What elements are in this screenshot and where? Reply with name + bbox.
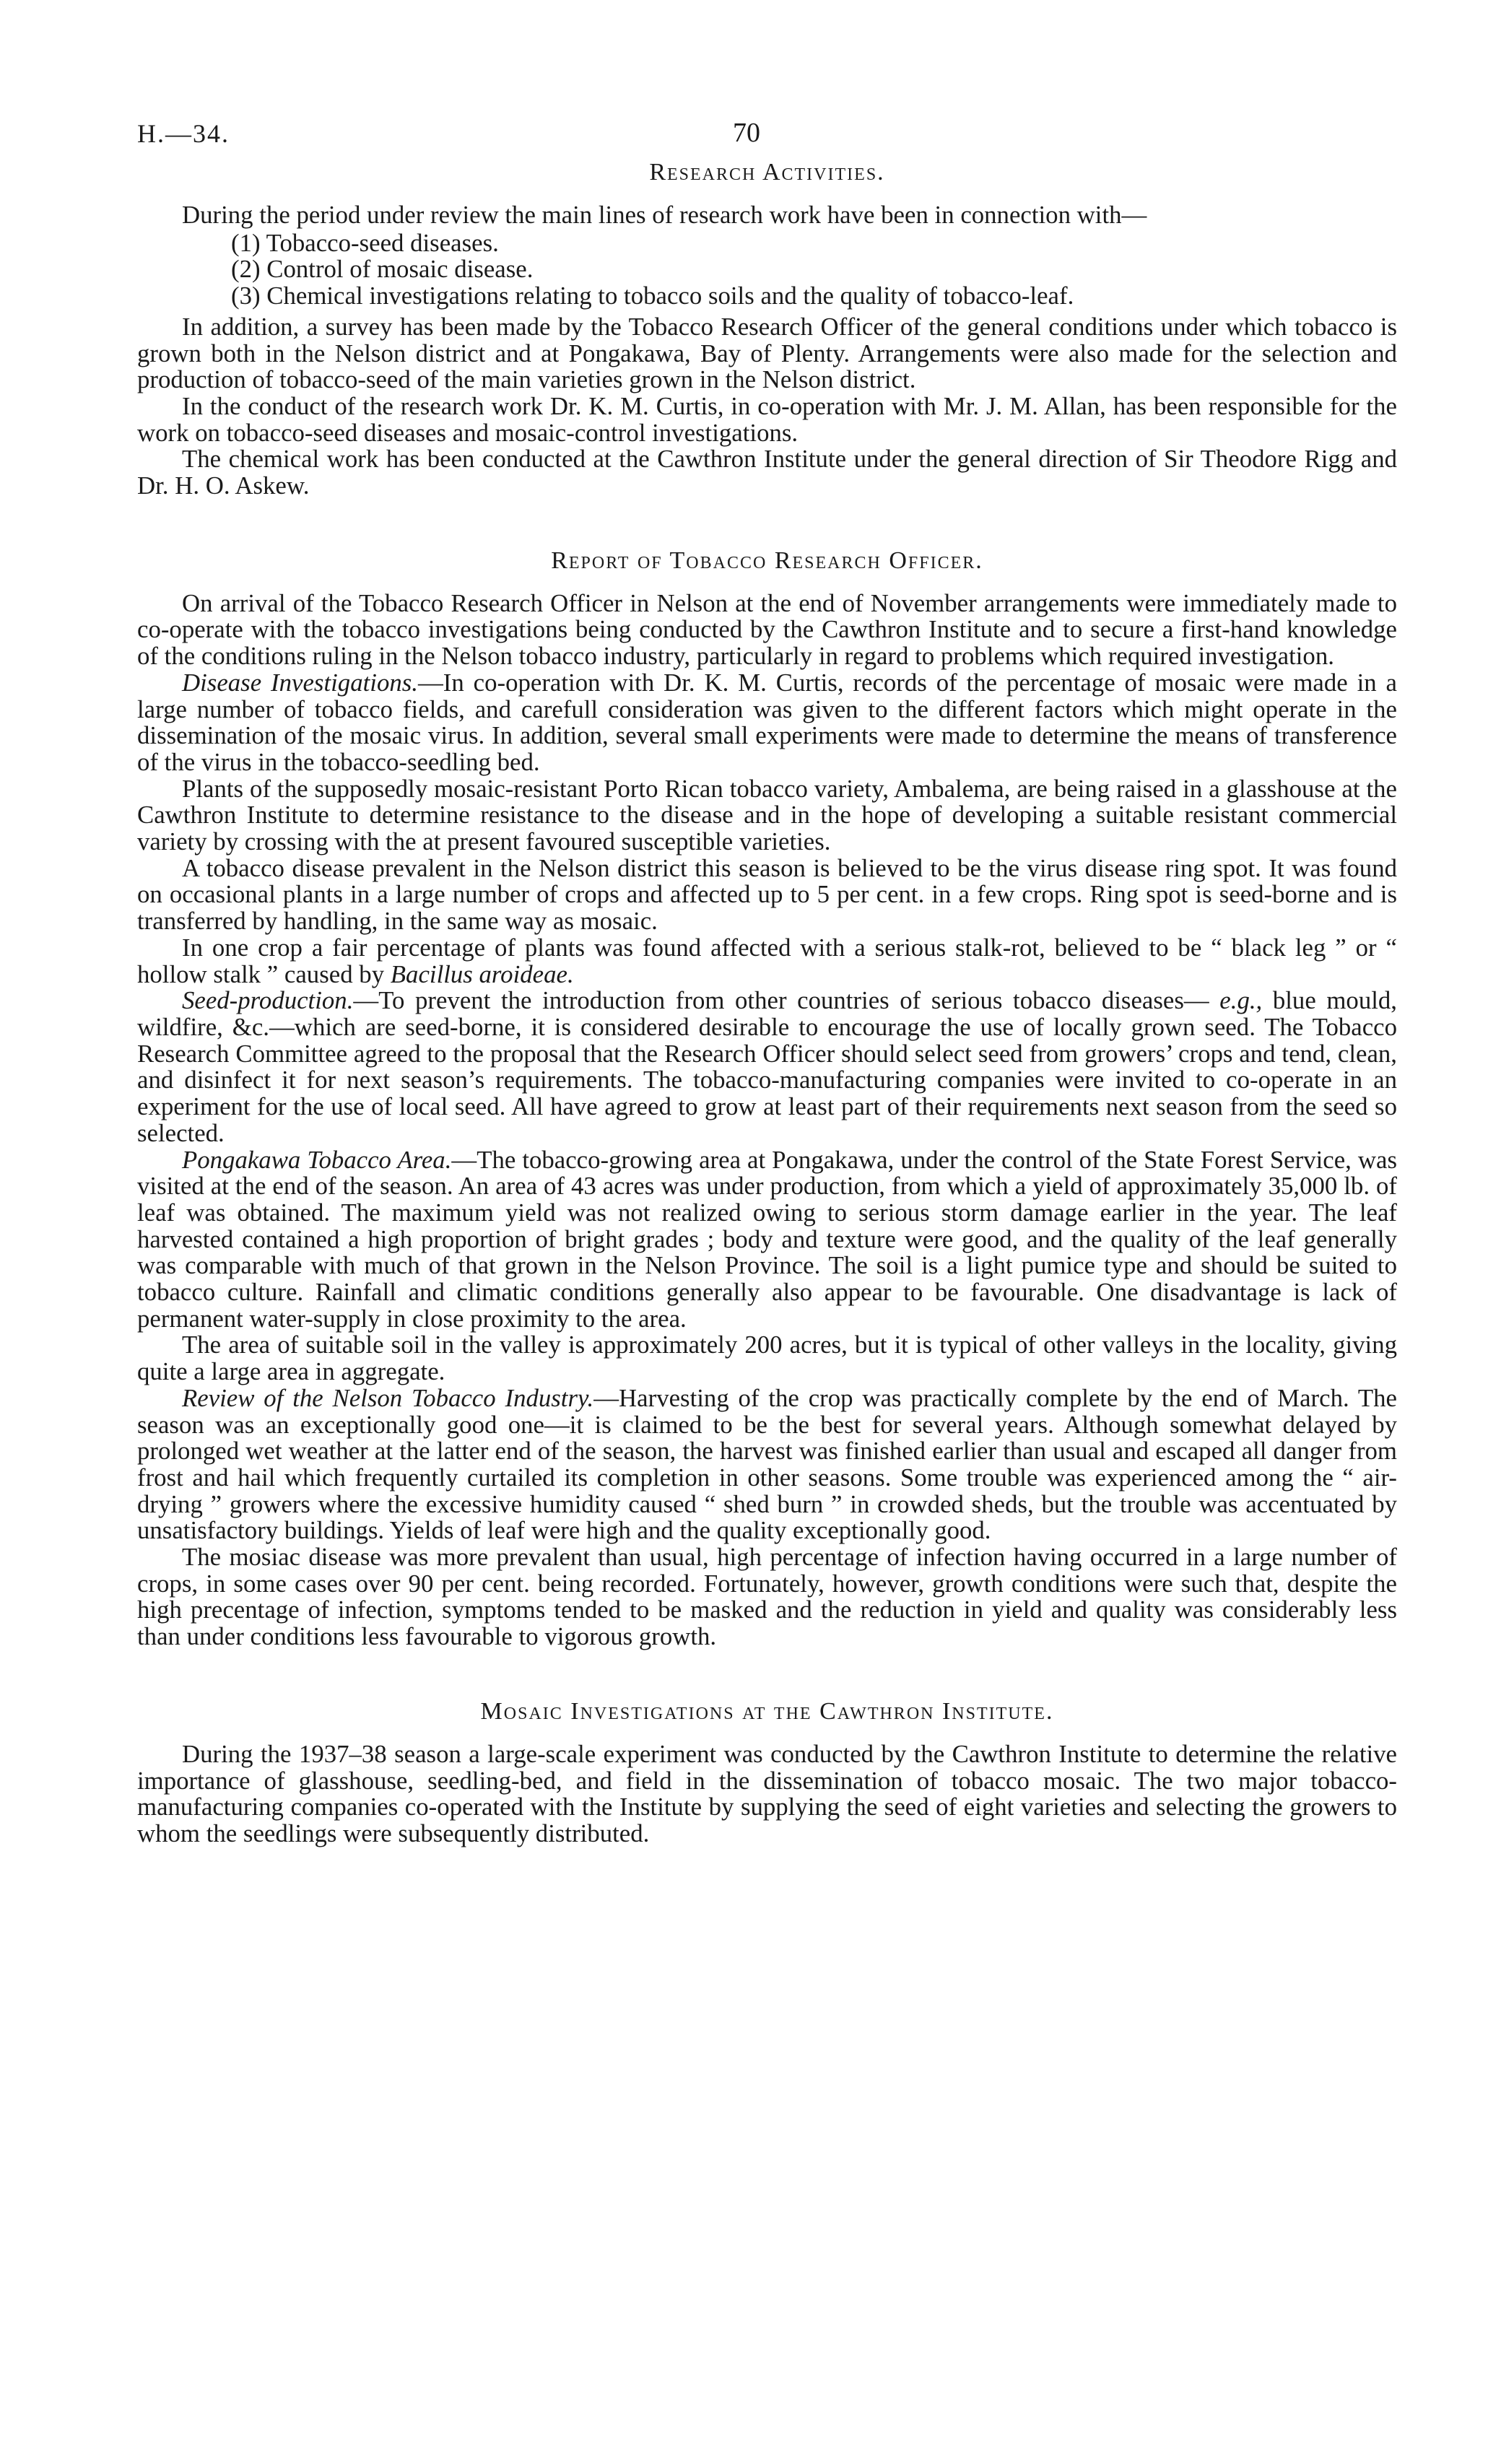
black-leg-paragraph — [137, 935, 1397, 988]
seed-production-heading: Seed-production. — [182, 986, 354, 1015]
list-item: (3) Chemical investigations relating to tobacco soils and the quality of tobacco-leaf. — [231, 282, 1074, 310]
research-activities-heading: Research Activities. — [649, 159, 885, 186]
document-reference: H.—34. — [137, 119, 230, 148]
tobacco-officer-report-section — [137, 547, 1397, 1650]
ring-spot-paragraph: A tobacco disease prevalent in the Nelson district this season is believed to be the virus disease ring spot. It was found on occasional plants in a large number of crops and affected up to 5 per cent. in a few crops. Ring spot is seed-borne and is transferred by handling, in the same way as mosaic. — [137, 853, 1397, 936]
disease-investigations-text: —In co-operation with Dr. K. M. Curtis, records of the percentage of mosaic were made in a large number of tobacco fields, and carefull consideration was given to the different factors which might operate in the dissemination of the mosaic virus. In addition, several small experiments were made to determine the means of transference of the virus in the tobacco-seedling bed. — [137, 668, 1397, 776]
porto-rican-paragraph: Plants of the supposedly mosaic-resistant Porto Rican tobacco variety, Ambalema, are being raised in a glasshouse at the Cawthron Institute to determine resistance to the disease and in the hope of developing a suitable resistant commercial variety by crossing with the at present favoured susceptible varieties. — [137, 774, 1397, 856]
eg-abbreviation: e.g., — [1219, 986, 1263, 1015]
experiment-paragraph: During the 1937–38 season a large-scale experiment was conducted by the Cawthron Institute to determine the relative importance of glasshouse, seedling-bed, and field in the dissemination of tobacco mosaic. The two major tobacco-manufacturing companies co-operated with the Institute by supplying the seed of eight varieties and selecting the growers to whom the seedlings were subsequently distributed. — [137, 1739, 1397, 1847]
running-head — [137, 108, 1397, 159]
disease-investigations-heading: Disease Investigations. — [182, 668, 418, 697]
document-page — [137, 108, 1397, 1847]
black-leg-text: In one crop a fair percentage of plants was found affected with a serious stalk-rot, believed to be “ black leg ” or “ hollow stalk ” caused by — [137, 933, 1397, 988]
research-lines-list — [137, 230, 1397, 310]
bacillus-name: Bacillus aroideae. — [390, 959, 574, 988]
mosaic-investigations-section — [137, 1698, 1397, 1847]
mosaic-investigations-heading: Mosaic Investigations at the Cawthron Institute. — [480, 1697, 1054, 1725]
review-heading: Review of the Nelson Tobacco Industry. — [182, 1383, 594, 1412]
research-activities-intro: During the period under review the main lines of research work have been in connection with— — [182, 201, 1147, 229]
research-activities-section — [137, 159, 1397, 500]
arrival-paragraph: On arrival of the Tobacco Research Officer in Nelson at the end of November arrangements were immediately made to co-operate with the tobacco investigations being conducted by the Cawthron Institute and to secure a first-hand knowledge of the conditions ruling in the Nelson tobacco industry, particularly in regard to problems which required investigation. — [137, 588, 1397, 671]
page-number: 70 — [733, 118, 760, 148]
list-item: (2) Control of mosaic disease. — [231, 255, 534, 284]
seed-production-text-after: blue mould, wildfire, &c.—which are seed-borne, it is considered desirable to encourage the use of locally grown seed. The Tobacco Research Committee agreed to the proposal that the Research Officer should select seed from growers’ crops and tend, clean, and disinfect it for next season’s requirements. The tobacco-manufacturing companies were invited to co-operate in an experiment for the use of local seed. All have agreed to grow at least part of their requirements next season from the seed so selected. — [137, 986, 1397, 1147]
soil-area-paragraph: The area of suitable soil in the valley is approximately 200 acres, but it is typical of other valleys in the locality, giving quite a large area in aggregate. — [137, 1331, 1397, 1386]
review-paragraph — [137, 1385, 1397, 1544]
pongakawa-text: —The tobacco-growing area at Pongakawa, under the control of the State Forest Service, was visited at the end of the season. An area of 43 acres was under production, from which a yield of approximately 35,000 lb. of leaf was obtained. The maximum yield was not realized owing to serious storm damage earlier in the year. The leaf harvested contained a high proportion of bright grades ; body and texture were good, and the quality of the leaf generally was comparable with much of that grown in the Nelson Province. The soil is a light pumice type and should be suited to tobacco culture. Rainfall and climatic conditions generally also appear to be favourable. One disadvantage is lack of permanent water-supply in close proximity to the area. — [137, 1145, 1397, 1333]
chemical-work-paragraph: The chemical work has been conducted at the Cawthron Institute under the general direction of Sir Theodore Rigg and Dr. H. O. Askew. — [137, 445, 1397, 500]
mosiac-prevalence-paragraph: The mosiac disease was more prevalent than usual, high percentage of infection having occurred in a large number of crops, in some cases over 90 per cent. being recorded. Fortunately, however, growth conditions were such that, despite the high precentage of infection, symptoms tended to be masked and the reduction in yield and quality was considerably less than under conditions less favourable to vigorous growth. — [137, 1543, 1397, 1651]
seed-production-text-before: —To prevent the introduction from other countries of serious tobacco diseases— — [353, 986, 1209, 1015]
disease-investigations-paragraph — [137, 670, 1397, 776]
pongakawa-paragraph — [137, 1147, 1397, 1333]
list-item: (1) Tobacco-seed diseases. — [231, 228, 499, 257]
curtis-paragraph: In the conduct of the research work Dr. K. M. Curtis, in co-operation with Mr. J. M. Allan, has been responsible for the work on tobacco-seed diseases and mosaic-control investigations. — [137, 391, 1397, 447]
survey-paragraph: In addition, a survey has been made by the Tobacco Research Officer of the general conditions under which tobacco is grown both in the Nelson district and at Pongakawa, Bay of Plenty. Arrangements were also made for the selection and production of tobacco-seed of the main varieties grown in the Nelson district. — [137, 312, 1397, 394]
review-text: —Harvesting of the crop was practically complete by the end of March. The season was an exceptionally good one—it is claimed to be the best for several years. Although somewhat delayed by prolonged wet weather at the latter end of the season, the harvest was finished earlier than usual and escaped all danger from frost and hail which frequently curtailed its completion in other seasons. Some trouble was experienced among the “ air-drying ” growers where the excessive humidity caused “ shed burn ” in crowded sheds, but the trouble was accentuated by unsatisfactory buildings. Yields of leaf were high and the quality exceptionally good. — [137, 1383, 1397, 1545]
seed-production-paragraph — [137, 988, 1397, 1146]
pongakawa-heading: Pongakawa Tobacco Area. — [182, 1145, 452, 1174]
tobacco-officer-report-heading: Report of Tobacco Research Officer. — [551, 547, 983, 574]
